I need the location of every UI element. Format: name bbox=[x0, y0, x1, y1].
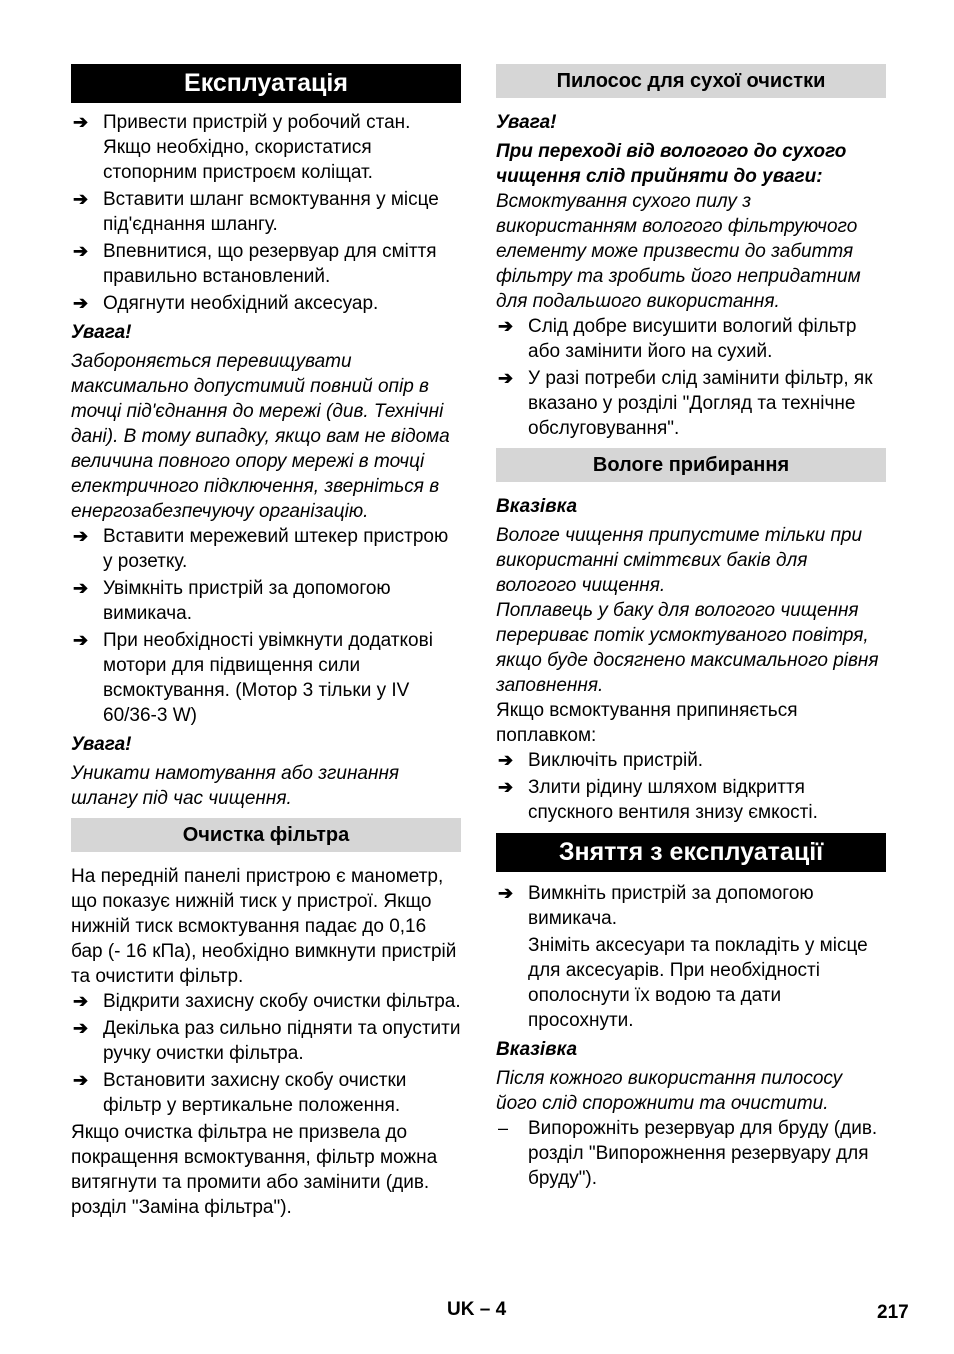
arrow-right-icon: ➔ bbox=[73, 1070, 89, 1090]
arrow-right-icon: ➔ bbox=[73, 991, 89, 1011]
heading-filter-cleaning: Очистка фільтра bbox=[71, 818, 461, 852]
list-item: ➔ Вставити шланг всмоктування у місце під'єднання шлангу. bbox=[73, 189, 439, 235]
paragraph: Якщо очистка фільтра не призвела до покращення всмоктування, фільтр можна витягнути та промити або замінити (див. розділ "Заміна фільтра"). bbox=[71, 1122, 438, 1218]
left-column bbox=[71, 64, 461, 1220]
note-label: Вказівка bbox=[496, 496, 578, 517]
warning-label: Увага! bbox=[71, 734, 132, 755]
arrow-right-icon: ➔ bbox=[498, 777, 514, 797]
arrow-right-icon: ➔ bbox=[73, 526, 89, 546]
arrow-right-icon: ➔ bbox=[498, 883, 514, 903]
arrow-right-icon: ➔ bbox=[498, 316, 514, 336]
list-item: – Випорожніть резервуар для бруду (див. розділ "Випорожнення резервуару для бруду"). bbox=[498, 1118, 878, 1189]
list-item: ➔ У разі потреби слід замінити фільтр, як вказано у розділі "Догляд та технічне обслуговування". bbox=[498, 368, 873, 439]
warning-bold-text: При переході від вологого до сухого чищення слід прийняти до уваги: bbox=[496, 141, 847, 187]
list-item: ➔ Слід добре висушити вологий фільтр або замінити його на сухий. bbox=[498, 316, 857, 362]
warning-text: Забороняється перевищувати максимально допустимий повний опір в точці під'єднання до мережі (див. Технічні дані). В тому випадку, якщо вам не відома величина повного опору мережі в точці електричного підключення, зверніться в енергозабезпечуючу організацію. bbox=[71, 351, 450, 522]
heading-wet-cleaning: Вологе прибирання bbox=[496, 448, 886, 482]
arrow-right-icon: ➔ bbox=[498, 368, 514, 388]
arrow-right-icon: ➔ bbox=[73, 112, 89, 132]
arrow-right-icon: ➔ bbox=[73, 189, 89, 209]
heading-shutdown: Зняття з експлуатації bbox=[496, 833, 886, 872]
note-text: Поплавець у баку для вологого чищення перериває потік усмоктуваного повітря, якщо буде досягнено максимального рівня заповнення. bbox=[496, 600, 879, 696]
list-item: ➔ Відкрити захисну скобу очистки фільтра. bbox=[73, 991, 461, 1012]
list-item: ➔ Впевнитися, що резервуар для сміття правильно встановлений. bbox=[73, 241, 437, 287]
arrow-right-icon: ➔ bbox=[73, 293, 89, 313]
heading-dry-cleaning: Пилосос для сухої очистки bbox=[496, 64, 886, 98]
note-text: Після кожного використання пилососу його слід спорожнити та очистити. bbox=[496, 1068, 843, 1114]
arrow-right-icon: ➔ bbox=[73, 578, 89, 598]
paragraph: Зніміть аксесуари та покладіть у місце для аксесуарів. При необхідності ополоснути їх водою та дати просохнути. bbox=[528, 935, 868, 1031]
arrow-right-icon: ➔ bbox=[73, 241, 89, 261]
arrow-right-icon: ➔ bbox=[498, 750, 514, 770]
list-item: ➔ При необхідності увімкнути додаткові мотори для підвищення сили всмоктування. (Мотор 3 тільки у IV 60/36-3 W) bbox=[73, 630, 433, 726]
list-item: ➔ Вимкніть пристрій за допомогою вимикача. bbox=[498, 883, 814, 929]
list-item: ➔ Вставити мережевий штекер пристрою у розетку. bbox=[73, 526, 449, 572]
note-text: Вологе чищення припустиме тільки при використанні сміттєвих баків для вологого чищення. bbox=[496, 525, 863, 596]
page-number: 217 bbox=[877, 1302, 909, 1323]
warning-text: Всмоктування сухого пилу з використанням вологого фільтруючого елементу може призвести до забиття фільтру та зробить його непридатним для подальшого використання. bbox=[496, 191, 861, 312]
warning-label: Увага! bbox=[496, 112, 557, 133]
list-item: ➔ Одягнути необхідний аксесуар. bbox=[73, 293, 379, 314]
paragraph: На передній панелі пристрою є манометр, що показує нижній тиск у пристрої. Якщо нижній тиск всмоктування падає до 0,16 бар (- 16 кПа), необхідно вимкнути пристрій та очистити фільтр. bbox=[71, 866, 457, 987]
list-item: ➔ Злити рідину шляхом відкриття спускного вентиля знизу ємкості. bbox=[498, 777, 818, 823]
list-item: ➔ Декілька раз сильно підняти та опустити ручку очистки фільтра. bbox=[73, 1018, 461, 1064]
paragraph: Якщо всмоктування припиняється поплавком: bbox=[496, 700, 798, 746]
arrow-right-icon: ➔ bbox=[73, 1018, 89, 1038]
dash-marker: – bbox=[498, 1118, 509, 1138]
list-item: ➔ Виключіть пристрій. bbox=[498, 750, 704, 771]
warning-label: Увага! bbox=[71, 322, 132, 343]
warning-text: Уникати намотування або згинання шлангу під час чищення. bbox=[71, 763, 400, 809]
list-item: ➔ Встановити захисну скобу очистки фільтр у вертикальне положення. bbox=[73, 1070, 407, 1116]
right-column bbox=[496, 64, 886, 1193]
list-item: ➔ Привести пристрій у робочий стан. Якщо необхідно, скористатися стопорним пристроєм коліщат. bbox=[73, 112, 411, 183]
list-item: ➔ Увімкніть пристрій за допомогою вимикача. bbox=[73, 578, 391, 624]
section-page-label: UK – 4 bbox=[447, 1299, 507, 1320]
note-label: Вказівка bbox=[496, 1039, 578, 1060]
arrow-right-icon: ➔ bbox=[73, 630, 89, 650]
heading-operation: Експлуатація bbox=[71, 64, 461, 103]
